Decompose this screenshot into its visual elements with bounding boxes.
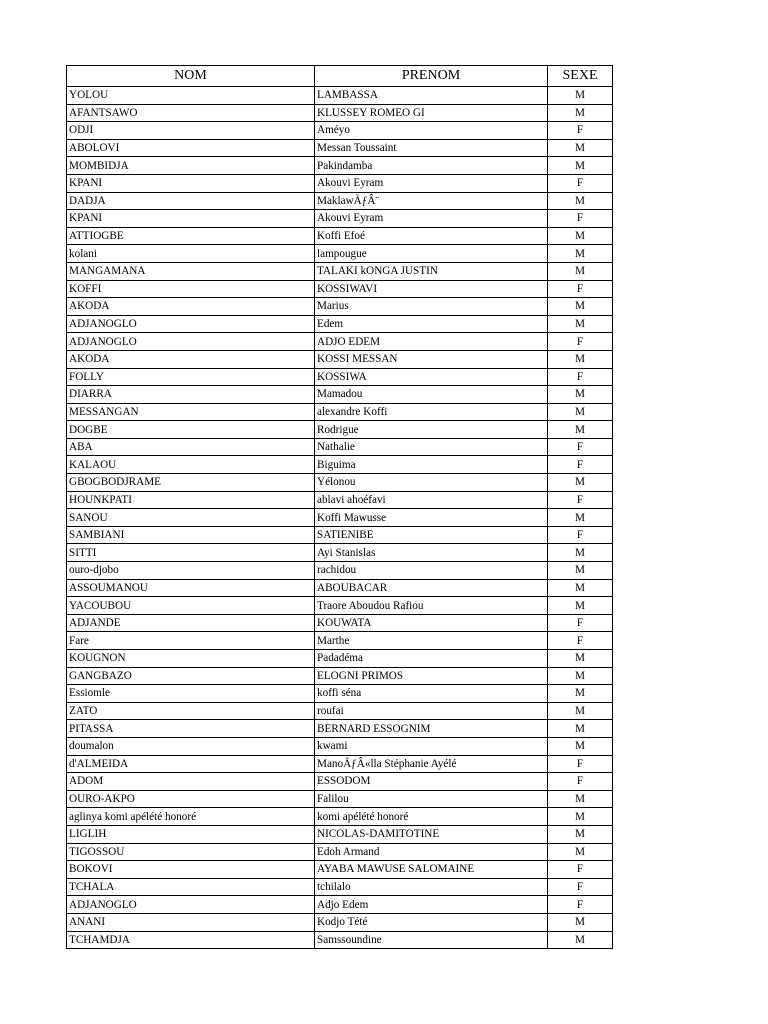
cell-nom: KALAOU [67,456,315,474]
table-row [67,456,613,474]
cell-prenom: Marius [315,298,548,316]
table-row [67,403,613,421]
cell-sexe: F [548,526,613,544]
cell-nom: ZATO [67,702,315,720]
cell-sexe: M [548,157,613,175]
cell-sexe: F [548,614,613,632]
table-row [67,157,613,175]
table-row [67,667,613,685]
cell-nom: ANANI [67,913,315,931]
table-row [67,474,613,492]
cell-sexe: F [548,773,613,791]
cell-sexe: F [548,878,613,896]
cell-sexe: M [548,931,613,949]
cell-nom: Essiomle [67,685,315,703]
cell-prenom: Akouvi Eyram [315,174,548,192]
cell-sexe: F [548,122,613,140]
cell-nom: AKODA [67,298,315,316]
cell-nom: OURO-AKPO [67,790,315,808]
header-sexe: SEXE [548,66,613,87]
cell-prenom: kwami [315,737,548,755]
cell-sexe: M [548,104,613,122]
table-row [67,931,613,949]
cell-prenom: TALAKI kONGA JUSTIN [315,262,548,280]
cell-nom: ADOM [67,773,315,791]
cell-sexe: F [548,210,613,228]
cell-sexe: M [548,474,613,492]
cell-prenom: ManoÃƒÂ«lla Stéphanie Ayélé [315,755,548,773]
table-row [67,650,613,668]
cell-nom: BOKOVI [67,861,315,879]
table-row [67,878,613,896]
cell-sexe: M [548,298,613,316]
cell-nom: doumalon [67,737,315,755]
table-row [67,245,613,263]
table-row [67,790,613,808]
table-row [67,720,613,738]
cell-sexe: F [548,632,613,650]
table-row [67,773,613,791]
cell-nom: ATTIOGBE [67,227,315,245]
table-row [67,808,613,826]
table-row [67,544,613,562]
cell-prenom: LAMBASSA [315,87,548,105]
cell-sexe: M [548,403,613,421]
table-row [67,87,613,105]
cell-sexe: M [548,808,613,826]
table-row [67,438,613,456]
cell-sexe: M [548,685,613,703]
cell-prenom: KOSSIWA [315,368,548,386]
cell-nom: SITTI [67,544,315,562]
cell-nom: DADJA [67,192,315,210]
table-row [67,122,613,140]
cell-sexe: M [548,737,613,755]
cell-sexe: F [548,333,613,351]
table-row [67,227,613,245]
cell-prenom: ABOUBACAR [315,579,548,597]
cell-sexe: M [548,139,613,157]
cell-nom: DOGBE [67,421,315,439]
table-row [67,685,613,703]
table-row [67,913,613,931]
cell-prenom: Edem [315,315,548,333]
cell-nom: DIARRA [67,386,315,404]
cell-sexe: F [548,368,613,386]
cell-sexe: M [548,790,613,808]
cell-nom: TCHAMDJA [67,931,315,949]
cell-sexe: M [548,667,613,685]
cell-nom: ADJANOGLO [67,896,315,914]
cell-prenom: KOUWATA [315,614,548,632]
cell-prenom: Messan Toussaint [315,139,548,157]
cell-prenom: Koffi Mawusse [315,509,548,527]
cell-prenom: Samssoundine [315,931,548,949]
cell-prenom: alexandre Koffi [315,403,548,421]
cell-prenom: ADJO EDEM [315,333,548,351]
table-row [67,386,613,404]
cell-nom: TCHALA [67,878,315,896]
cell-sexe: F [548,491,613,509]
cell-prenom: tchilalo [315,878,548,896]
cell-prenom: KOSSI MESSAN [315,350,548,368]
cell-sexe: M [548,544,613,562]
cell-nom: AKODA [67,350,315,368]
cell-prenom: komi apélété honoré [315,808,548,826]
cell-prenom: lampougue [315,245,548,263]
cell-prenom: Kodjo Tété [315,913,548,931]
cell-prenom: ELOGNI PRIMOS [315,667,548,685]
cell-sexe: M [548,597,613,615]
cell-prenom: SATIENIBE [315,526,548,544]
cell-nom: ABA [67,438,315,456]
cell-nom: ABOLOVI [67,139,315,157]
cell-prenom: Padadéma [315,650,548,668]
cell-prenom: KLUSSEY ROMEO GI [315,104,548,122]
cell-prenom: Yélonou [315,474,548,492]
cell-sexe: M [548,87,613,105]
cell-prenom: Mamadou [315,386,548,404]
cell-nom: FOLLY [67,368,315,386]
header-nom: NOM [67,66,315,87]
cell-nom: ASSOUMANOU [67,579,315,597]
cell-prenom: KOSSIWAVI [315,280,548,298]
cell-prenom: Edoh Armand [315,843,548,861]
cell-sexe: M [548,315,613,333]
cell-nom: ouro-djobo [67,562,315,580]
table-row [67,597,613,615]
table-row [67,350,613,368]
names-table [66,65,613,949]
cell-prenom: Koffi Efoé [315,227,548,245]
cell-prenom: MaklawÃƒÂ¨ [315,192,548,210]
table-row [67,192,613,210]
table-row [67,139,613,157]
cell-sexe: M [548,702,613,720]
cell-sexe: M [548,192,613,210]
cell-nom: KPANI [67,210,315,228]
cell-prenom: Akouvi Eyram [315,210,548,228]
cell-prenom: ablavi ahoéfavi [315,491,548,509]
header-row [67,66,613,87]
cell-sexe: M [548,509,613,527]
cell-prenom: Rodrigue [315,421,548,439]
cell-nom: ODJI [67,122,315,140]
cell-nom: Fare [67,632,315,650]
cell-nom: SAMBIANI [67,526,315,544]
table-row [67,861,613,879]
cell-sexe: M [548,720,613,738]
cell-nom: KOFFI [67,280,315,298]
cell-prenom: Nathalie [315,438,548,456]
table-row [67,315,613,333]
cell-nom: MESSANGAN [67,403,315,421]
cell-prenom: ESSODOM [315,773,548,791]
cell-nom: SANOU [67,509,315,527]
cell-prenom: Biguima [315,456,548,474]
cell-nom: d'ALMEIDA [67,755,315,773]
cell-sexe: F [548,755,613,773]
cell-nom: PITASSA [67,720,315,738]
table-row [67,280,613,298]
cell-sexe: M [548,825,613,843]
cell-sexe: F [548,896,613,914]
cell-nom: ADJANOGLO [67,333,315,351]
cell-nom: KPANI [67,174,315,192]
cell-sexe: M [548,913,613,931]
cell-prenom: BERNARD ESSOGNIM [315,720,548,738]
table-row [67,632,613,650]
cell-nom: MOMBIDJA [67,157,315,175]
cell-prenom: Traore Aboudou Rafiou [315,597,548,615]
table-row [67,755,613,773]
table-row [67,491,613,509]
cell-sexe: M [548,843,613,861]
table-row [67,174,613,192]
cell-prenom: Adjo Edem [315,896,548,914]
table-row [67,262,613,280]
cell-prenom: Ayi Stanislas [315,544,548,562]
cell-sexe: F [548,456,613,474]
cell-prenom: Améyo [315,122,548,140]
cell-sexe: F [548,438,613,456]
cell-nom: TIGOSSOU [67,843,315,861]
cell-sexe: M [548,350,613,368]
table-row [67,104,613,122]
cell-prenom: roufai [315,702,548,720]
cell-nom: ADJANDE [67,614,315,632]
header-prenom: PRENOM [315,66,548,87]
cell-nom: HOUNKPATI [67,491,315,509]
table-row [67,562,613,580]
cell-nom: LIGLIH [67,825,315,843]
cell-nom: GANGBAZO [67,667,315,685]
cell-sexe: M [548,227,613,245]
table-row [67,702,613,720]
cell-sexe: F [548,861,613,879]
cell-prenom: AYABA MAWUSE SALOMAINE [315,861,548,879]
table-row [67,298,613,316]
cell-nom: GBOGBODJRAME [67,474,315,492]
cell-nom: AFANTSAWO [67,104,315,122]
table-row [67,526,613,544]
cell-sexe: M [548,562,613,580]
cell-nom: ADJANOGLO [67,315,315,333]
cell-nom: KOUGNON [67,650,315,668]
cell-sexe: M [548,386,613,404]
cell-prenom: NICOLAS-DAMITOTINE [315,825,548,843]
cell-prenom: koffi séna [315,685,548,703]
table-row [67,579,613,597]
cell-nom: MANGAMANA [67,262,315,280]
cell-sexe: M [548,579,613,597]
table-body [67,87,613,949]
table-row [67,421,613,439]
cell-sexe: M [548,650,613,668]
table-row [67,614,613,632]
cell-prenom: Falilou [315,790,548,808]
cell-nom: YOLOU [67,87,315,105]
cell-sexe: F [548,174,613,192]
cell-prenom: Marthe [315,632,548,650]
cell-nom: aglinya komi apélété honoré [67,808,315,826]
cell-sexe: M [548,421,613,439]
cell-sexe: F [548,280,613,298]
table-row [67,896,613,914]
table-row [67,368,613,386]
table-row [67,843,613,861]
table-row [67,509,613,527]
cell-sexe: M [548,245,613,263]
table-row [67,333,613,351]
table-row [67,737,613,755]
cell-prenom: Pakindamba [315,157,548,175]
table-row [67,210,613,228]
cell-sexe: M [548,262,613,280]
table-row [67,825,613,843]
cell-nom: kolani [67,245,315,263]
cell-nom: YACOUBOU [67,597,315,615]
cell-prenom: rachidou [315,562,548,580]
